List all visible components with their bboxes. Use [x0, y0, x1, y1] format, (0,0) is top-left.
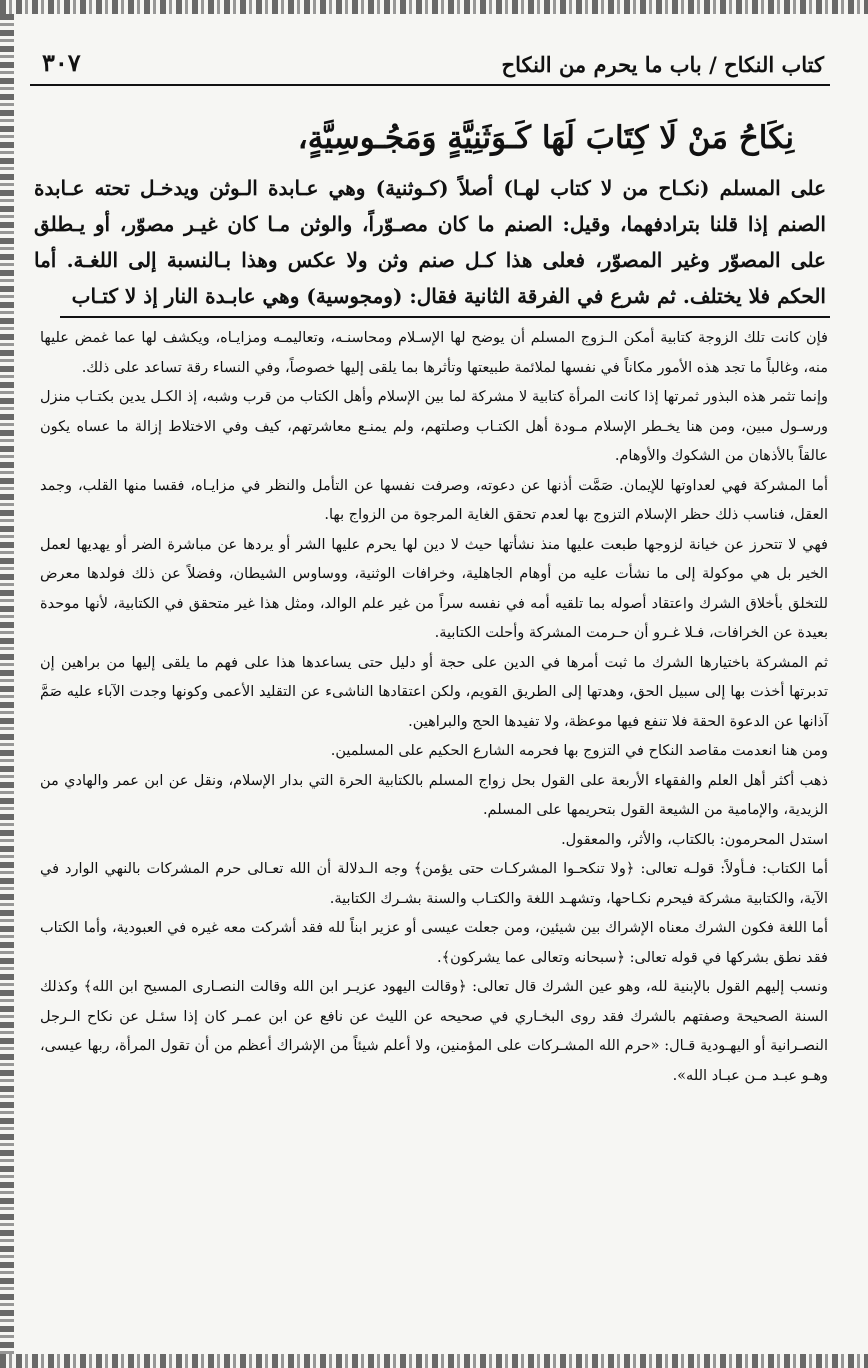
footnotes: [30, 324, 830, 1091]
page-number: ٣٠٧: [42, 48, 81, 77]
footnote-paragraph: ثم المشركة باختيارها الشرك ما ثبت أمرها في الدين على حجة أو دليل حتى يساعدها هذا على فهم ما يلقى إليها من براهين إن تدبرتها أخذت بها إلى سبيل الحق، وهدتها إلى الطريق القويم، ولكن اعتقادها الناشىء عن التقليد الأعمى وكونها وجدت الآباء عليه صَمَّ آذانها عن الدعوة الحقة فلا تنفع فيها موعظة، ولا تفيدها الحج والبراهين.: [40, 654, 828, 730]
ornamental-border-top: [0, 0, 868, 14]
page-header: [30, 40, 830, 86]
commentary-text: على المسلم (نكـاح من لا كتاب لهـا) أصلاً (كـوثنية) وهي عـابدة الـوثن ويدخـل تحته عـابدة الصنم إذا قلنا بترادفهما، وقيل: الصنم ما كان مصـوّراً، والوثن مـا كان غيـر مصوّر، أو يـطلق على المصوّر وغير المصوّر، فعلى هذا كـل صنم وثن ولا عكس وهذا بـالنسبة إلى اللغـة. أما الحكم فلا يختلف. ثم شرع في الفرقة الثانية فقال: (ومجوسية) وهي عابـدة النار إذ لا كتـاب: [34, 176, 826, 308]
ornamental-border-left: [0, 14, 14, 1354]
running-head: كتاب النكاح / باب ما يحرم من النكاح: [501, 52, 824, 77]
footnote-separator: [60, 316, 830, 318]
footnote-paragraph: فهي لا تتحرز عن خيانة لزوجها طبعت عليها منذ نشأتها حيث لا دين لها يحرم عليها الشر أو يردها عن مباشرة الضر أو يهديها لعمل الخير بل هي موكولة إلى ما نشأت عليه من أوهام الجاهلية، وخرافات الوثنية، ووساوس الشيطان، وفضلاً عن ذلك فولدها معرض للتخلق بأخلاق الشرك واعتقاد أصوله بما تلقيه أمه في نفسه سراً من غير علم الوالد، ومثل هذا غير متحقق في الكتابية، لأنها موحدة بعيدة عن الخرافات، فـلا غـرو أن حـرمت المشركة وأحلت الكتابية.: [40, 536, 828, 641]
footnote-paragraph: أما اللغة فكون الشرك معناه الإشراك بين شيئين، ومن جعلت عيسى أو عزير ابناً لله فقد أشركت معه غيره في العبودية، وأما الكتاب فقد نطق بشركها في قوله تعالى: ﴿سبحانه وتعالى عما يشركون﴾.: [40, 920, 828, 966]
matn-text: نِكَاحُ مَنْ لَا كِتَابَ لَهَا كَـوَثَنِيَّةٍ وَمَجُـوسِيَّةٍ،: [297, 120, 794, 156]
footnote-paragraph: أما الكتاب: فـأولاً: قولـه تعالى: ﴿ولا تنكحـوا المشركـات حتى يؤمن﴾ وجه الـدلالة أن الله تعـالى حرم المشركات بالنهي الوارد في الآية، والكتابية مشركة فيحرم نكـاحها، وتشهـد اللغة والكتـاب والسنة بشـرك الكتابية.: [40, 861, 828, 907]
ornamental-border-bottom: [0, 1354, 868, 1368]
footnote-paragraph: استدل المحرمون: بالكتاب، والأثر، والمعقول.: [561, 831, 828, 848]
footnote-paragraph: ومن هنا انعدمت مقاصد النكاح في التزوج بها فحرمه الشارع الحكيم على المسلمين.: [330, 743, 828, 759]
book-page: [30, 40, 830, 1340]
footnote-paragraph: ذهب أكثر أهل العلم والفقهاء الأربعة على القول بحل زواج المسلم بالكتابية الحرة التي بدار الإسلام، ونقل عن ابن عمر والهادي من الزيدية، والإمامية من الشيعة القول بتحريمها على المسلم.: [40, 772, 828, 818]
footnote-paragraph: وإنما تثمر هذه البذور ثمرتها إذا كانت المرأة كتابية لا مشركة لما بين الإسلام وأهل الكتاب من قرب وشبه، إذ الكـل يدين بكتـاب منزل ورسـول مبين، ومن هنا يخـطر الإسلام مـودة أهل الكتـاب وصلتهم، ولم يمنـع معاشرتهم، كيف وفي الاختلاط إزالة ما عساه يكون عالقاً بالأذهان من الشكوك والأوهام.: [40, 389, 828, 464]
footnote-paragraph: فإن كانت تلك الزوجة كتابية أمكن الـزوج المسلم أن يوضح لها الإسـلام ومحاسنـه، وتعاليمـه ومزايـاه، ويكشف لها عما غمض عليها منه، وغالباً ما تجد هذه الأمور مكاناً في نفسها لملائمة طبيعتها وتأثرها بما يلقى إليها خصوصاً، وفي النساء رقة تساعد على ذلك.: [40, 330, 828, 376]
footnote-paragraph: أما المشركة فهي لعداوتها للإيمان. صَمَّت أذنها عن دعوته، وصرفت نفسها عن التأمل والنظر في مزايـاه، فقسا منها القلب، وجمد العقل، فناسب ذلك حظر الإسلام التزوج بها لعدم تحقق الغاية المرجوة من الزواج بها.: [40, 477, 828, 523]
footnote-paragraph: ونسب إليهم القول بالإبنية لله، وهو عين الشرك قال تعالى: ﴿وقالت اليهود عزيـر ابن الله وقالت النصـارى المسيح ابن الله﴾ وكذلك السنة الصحيحة وصفتهم بالشرك فقد روى البخـاري في صحيحه عن الليث عن نافع عن ابن عمـر كان إذا سئـل عن نكاح الـرجل النصـرانية أو اليهـودية قـال: «حرم الله المشـركات على المؤمنين، ولا أعلم شيئاً من الإشراك أعظم من أن تقول المرأة، ربها عيسى، وهـو عبـد مـن عبـاد الله».: [40, 979, 828, 1084]
